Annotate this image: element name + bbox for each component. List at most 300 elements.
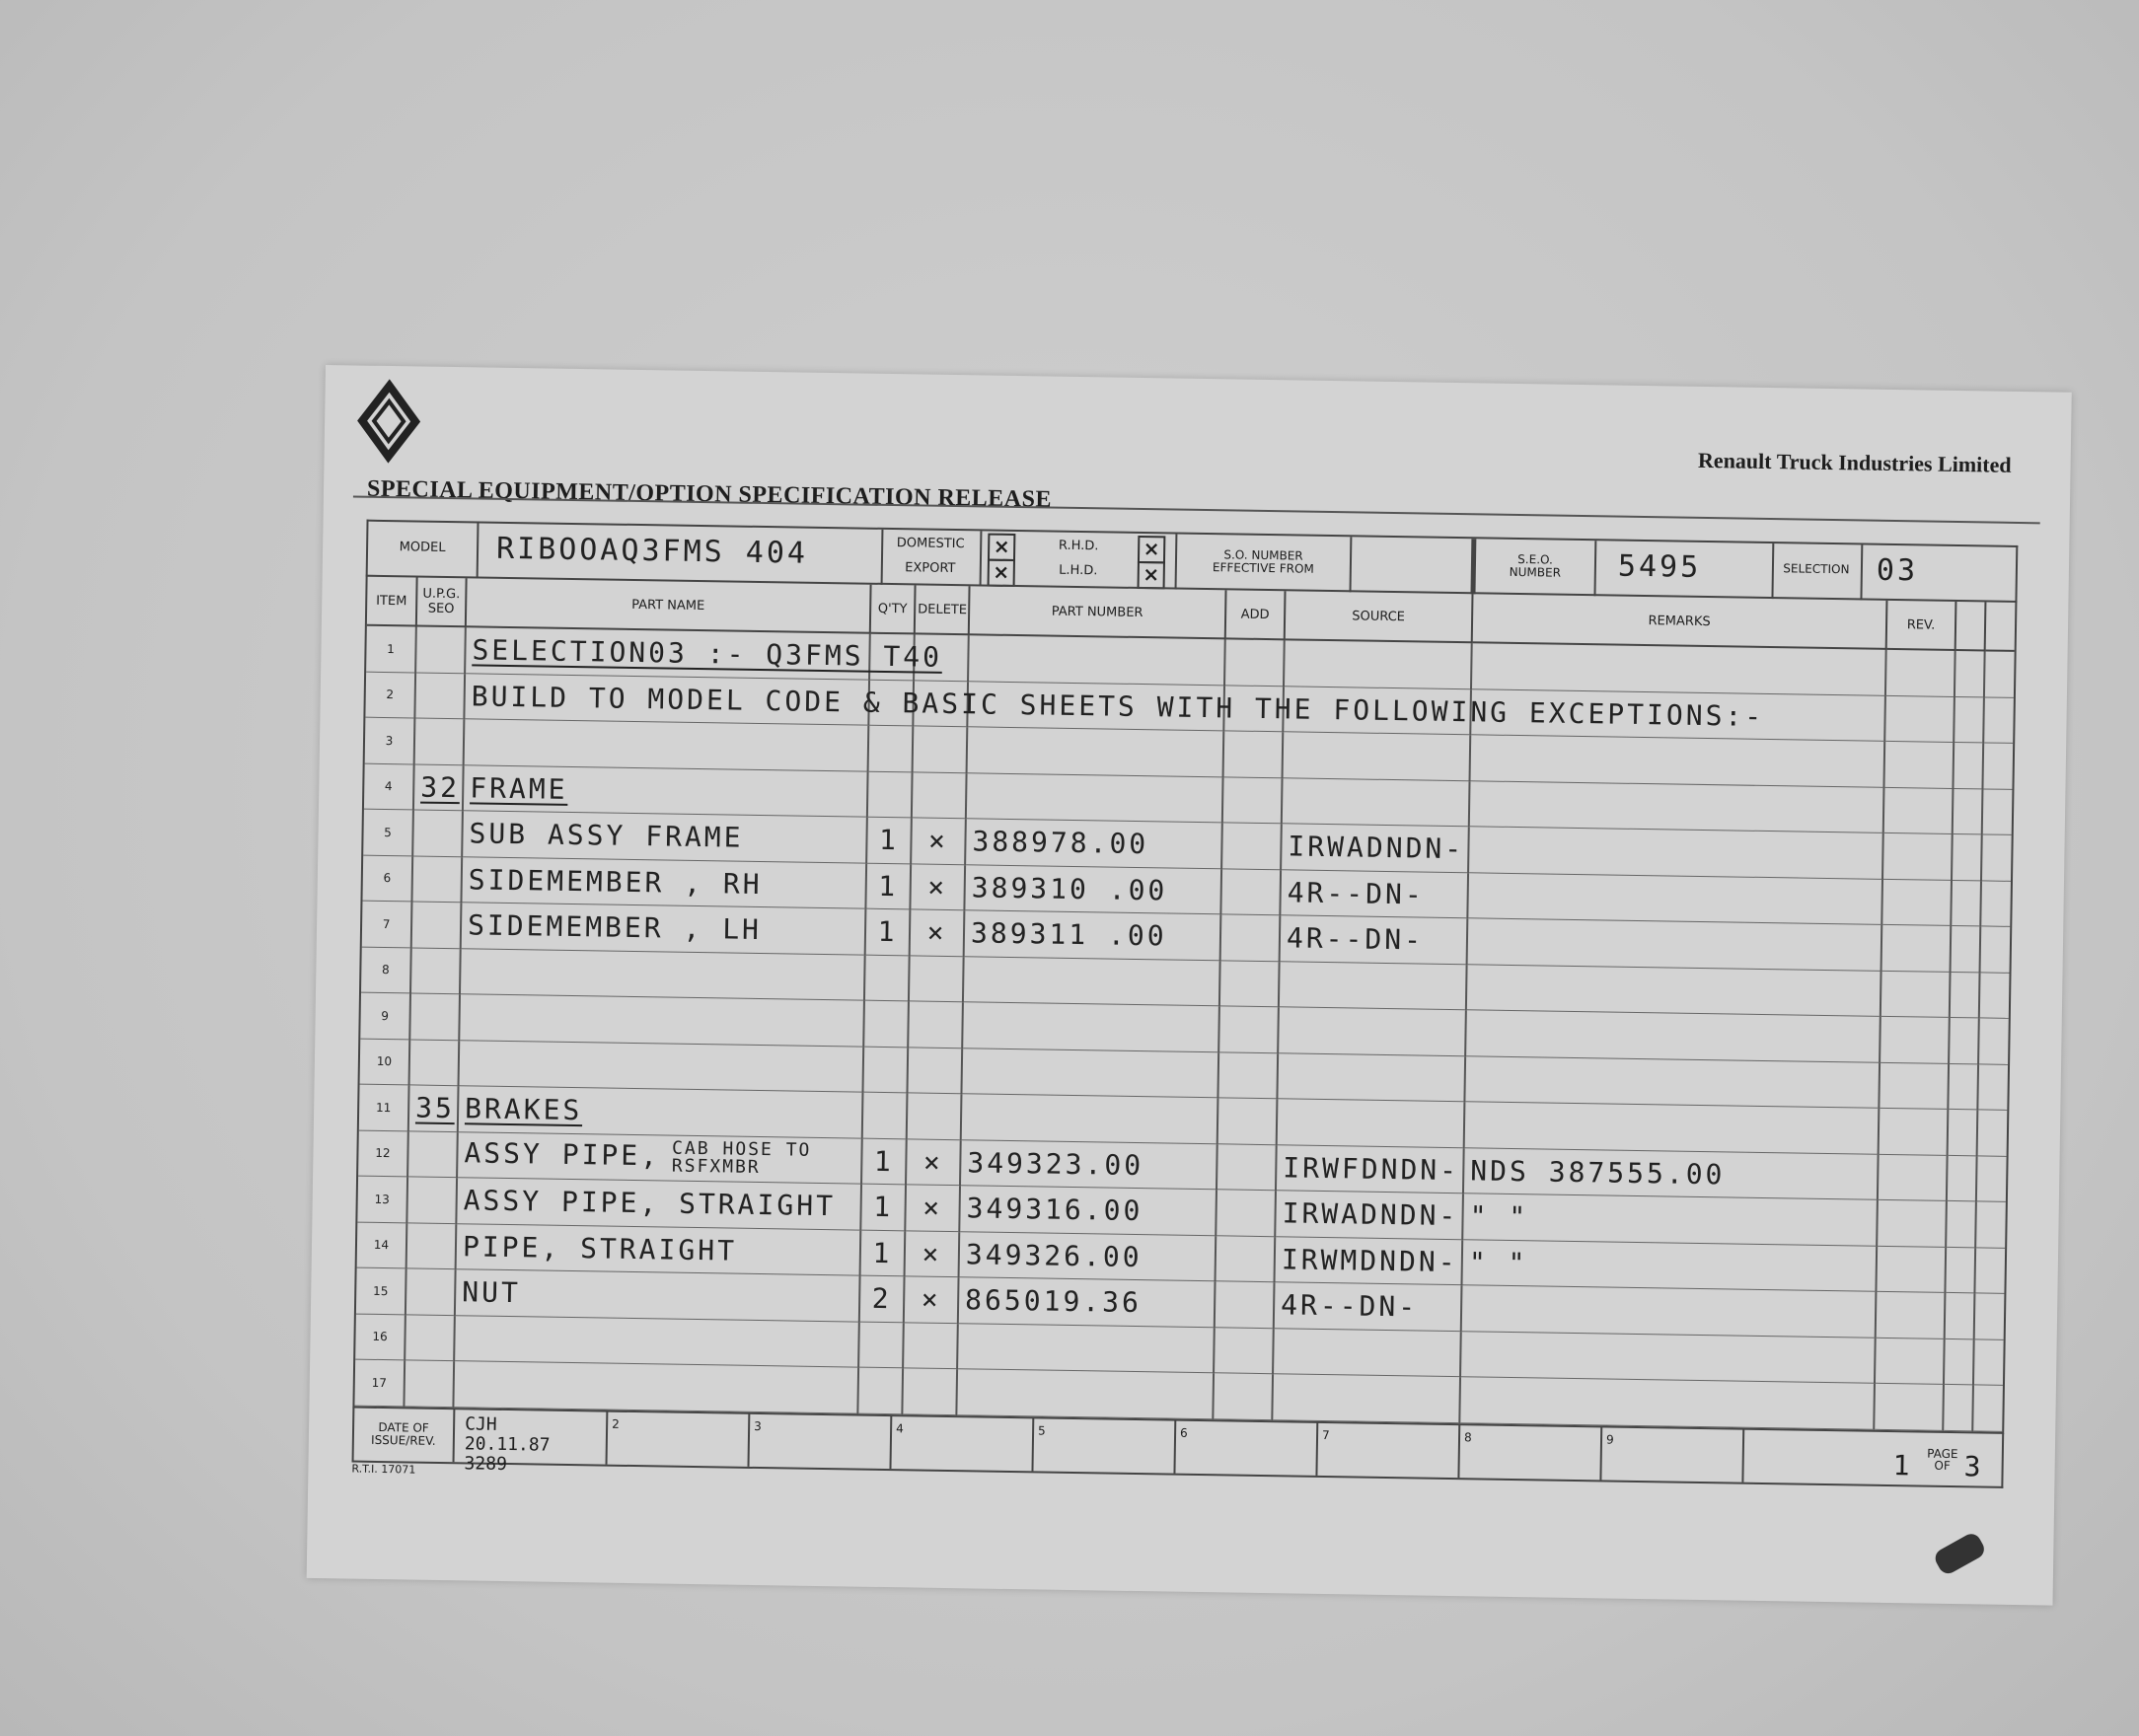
row-source xyxy=(1281,824,1469,872)
row-remarks xyxy=(1463,1147,1879,1199)
company-name: Renault Truck Industries Limited xyxy=(1697,447,2012,477)
row-extra-2 xyxy=(1980,926,2011,973)
row-delete-mark-text: × xyxy=(922,1191,943,1225)
row-remarks xyxy=(1468,827,1883,879)
col-item: ITEM xyxy=(367,577,417,626)
row-source-text: 4R--DN- xyxy=(1286,921,1425,957)
row-rev xyxy=(1884,695,1955,743)
row-upg-seo xyxy=(406,1268,456,1315)
form-title: SPECIAL EQUIPMENT/OPTION SPECIFICATION RELEASE xyxy=(366,475,1053,513)
row-delete-mark xyxy=(906,1138,961,1185)
row-remarks xyxy=(1465,1010,1881,1062)
row-qty xyxy=(863,1000,909,1047)
row-part-name xyxy=(461,856,866,908)
row-item-number xyxy=(362,855,412,902)
row-extra-2 xyxy=(1974,1247,2005,1293)
issue-slot xyxy=(1599,1426,1744,1482)
row-part-name xyxy=(464,673,1765,733)
row-part-name xyxy=(457,1131,862,1184)
row-add xyxy=(1223,731,1284,777)
row-part-name xyxy=(455,1269,860,1322)
col-delete: DELETE xyxy=(915,585,970,634)
page-current: 1 xyxy=(1892,1449,1910,1483)
row-item-number xyxy=(365,717,415,763)
so-number-label: S.O. NUMBER EFFECTIVE FROM xyxy=(1212,547,1314,576)
row-delete-mark-text: × xyxy=(927,824,949,858)
row-item-number xyxy=(355,1314,406,1360)
row-qty xyxy=(860,1230,906,1276)
row-upg-seo xyxy=(411,902,462,948)
row-part-name xyxy=(459,994,864,1047)
row-qty xyxy=(859,1275,905,1322)
export-label: EXPORT xyxy=(905,560,956,577)
row-item-number xyxy=(364,763,414,810)
row-source xyxy=(1278,1007,1466,1055)
row-delete-mark-text: × xyxy=(926,915,947,950)
row-remarks-text: " " xyxy=(1468,1246,1528,1279)
row-extra-2 xyxy=(1981,834,2012,881)
row-rev xyxy=(1876,1246,1946,1293)
row-remarks-text: " " xyxy=(1469,1199,1529,1234)
selection-label-cell xyxy=(1771,543,1863,600)
row-upg-seo xyxy=(405,1314,455,1360)
row-qty xyxy=(868,725,914,771)
row-rev xyxy=(1876,1291,1946,1338)
col-qty: Q'TY xyxy=(870,585,916,634)
drive-cell xyxy=(1024,532,1134,589)
row-part-name-text: BUILD TO MODEL CODE & BASIC SHEETS WITH THE FOLLOWING EXCEPTIONS:- xyxy=(471,680,1765,733)
row-extra-2 xyxy=(1978,1018,2009,1064)
row-extra-2 xyxy=(1977,1063,2008,1110)
row-delete-mark xyxy=(911,818,966,864)
row-extra-2 xyxy=(1977,1110,2008,1156)
model-label-cell xyxy=(368,522,479,579)
issue-slot xyxy=(1315,1422,1460,1478)
row-item-number-text: 10 xyxy=(376,1054,393,1069)
row-rev xyxy=(1879,1062,1949,1110)
row-item-number xyxy=(361,947,411,993)
row-rev xyxy=(1874,1383,1944,1430)
row-add xyxy=(1216,1190,1276,1236)
row-part-name-text: PIPE, STRAIGHT xyxy=(462,1230,738,1267)
row-source-text: IRWADNDN- xyxy=(1282,1196,1459,1233)
date-label-cell xyxy=(354,1408,456,1463)
row-extra-1 xyxy=(1948,1063,1978,1110)
row-item-number-text: 2 xyxy=(386,687,395,702)
domestic-label: DOMESTIC xyxy=(896,536,965,552)
row-source xyxy=(1274,1282,1462,1331)
row-part-number-text: 349316.00 xyxy=(966,1192,1143,1228)
row-remarks xyxy=(1464,1055,1880,1108)
row-source-text: 4R--DN- xyxy=(1280,1288,1419,1324)
row-item-number xyxy=(363,809,413,855)
row-item-number-text: 1 xyxy=(387,641,395,656)
row-qty xyxy=(866,817,912,863)
row-add xyxy=(1224,638,1285,686)
row-delete-mark-text: × xyxy=(922,1237,942,1270)
parts-table xyxy=(352,575,2017,1434)
row-add xyxy=(1220,868,1281,914)
row-item-number-text: 6 xyxy=(383,871,392,886)
renault-logo-icon xyxy=(354,383,424,459)
row-item-number-text: 9 xyxy=(381,1008,390,1023)
row-remarks xyxy=(1467,872,1882,924)
row-remarks xyxy=(1460,1331,1876,1383)
row-upg-seo xyxy=(414,672,465,718)
row-part-number xyxy=(960,1139,1217,1190)
row-delete-mark xyxy=(903,1322,958,1368)
row-item-number xyxy=(359,1084,409,1130)
row-part-name-text: SIDEMEMBER , LH xyxy=(467,908,763,947)
row-qty xyxy=(860,1184,906,1230)
row-part-number-text: 388978.00 xyxy=(972,825,1149,861)
row-part-number xyxy=(956,1369,1214,1419)
row-upg-seo xyxy=(404,1360,454,1407)
row-rev xyxy=(1878,1154,1948,1201)
row-remarks xyxy=(1469,780,1884,832)
row-extra-1 xyxy=(1946,1200,1976,1247)
row-qty xyxy=(867,771,913,818)
row-item-number xyxy=(357,1222,407,1268)
row-delete-mark xyxy=(909,955,964,1001)
row-part-number xyxy=(957,1323,1215,1373)
row-add xyxy=(1216,1235,1276,1281)
row-rev xyxy=(1883,787,1954,834)
row-rev xyxy=(1875,1338,1945,1385)
row-extra-1 xyxy=(1945,1292,1975,1338)
row-extra-1 xyxy=(1954,696,1984,743)
row-source-text: 4R--DN- xyxy=(1287,876,1425,911)
row-part-name xyxy=(463,764,868,817)
row-add xyxy=(1217,1051,1278,1098)
row-upg-seo xyxy=(409,1039,460,1085)
row-remarks xyxy=(1464,1102,1880,1154)
export-checkbox: × xyxy=(988,559,1015,587)
row-item-number xyxy=(360,992,410,1039)
row-part-number xyxy=(964,864,1221,914)
row-delete-mark xyxy=(907,1047,962,1093)
row-source xyxy=(1272,1374,1460,1422)
row-remarks xyxy=(1459,1377,1875,1429)
row-item-number-text: 15 xyxy=(373,1283,389,1298)
row-remarks-text: NDS 387555.00 xyxy=(1470,1154,1726,1192)
model-value-cell xyxy=(477,523,884,584)
row-remarks xyxy=(1466,964,1881,1016)
row-item-number-text: 4 xyxy=(384,779,393,794)
row-extra-2 xyxy=(1976,1155,2007,1201)
row-rev xyxy=(1881,971,1951,1018)
row-item-number xyxy=(358,1130,408,1177)
row-extra-2 xyxy=(1980,880,2011,926)
row-extra-2 xyxy=(1973,1338,2004,1385)
row-delete-mark xyxy=(913,726,968,772)
row-extra-1 xyxy=(1955,650,1985,696)
market-cell xyxy=(881,530,983,587)
row-delete-mark xyxy=(905,1230,960,1276)
row-part-name-text: ASSY PIPE, STRAIGHT xyxy=(463,1184,837,1223)
row-part-name-text: BRAKES xyxy=(464,1092,583,1127)
row-source xyxy=(1283,732,1471,780)
row-item-number-text: 3 xyxy=(385,733,394,748)
issue-slot xyxy=(606,1411,751,1467)
row-part-name xyxy=(458,1086,863,1138)
issue-slot-number: 9 xyxy=(1605,1432,1614,1447)
model-value: RIBOOAQ3FMS 404 xyxy=(495,531,809,571)
row-delete-mark xyxy=(904,1276,959,1323)
row-extra-2 xyxy=(1983,696,2014,743)
row-item-number-text: 8 xyxy=(381,963,390,977)
col-rev: REV. xyxy=(1886,601,1956,650)
selection-value-cell xyxy=(1860,544,2016,602)
row-part-number-text: 865019.36 xyxy=(964,1283,1143,1320)
model-label: MODEL xyxy=(399,540,446,555)
row-source-text: IRWMDNDN- xyxy=(1281,1243,1458,1278)
row-source-text: IRWADNDN- xyxy=(1288,830,1465,866)
row-item-number-text: 12 xyxy=(375,1146,391,1161)
row-source xyxy=(1284,639,1472,688)
issue-slot-number: 4 xyxy=(896,1421,904,1436)
row-part-name-text: SUB ASSY FRAME xyxy=(469,817,744,854)
row-extra-1 xyxy=(1951,880,1981,926)
row-part-number xyxy=(968,634,1225,685)
row-part-name xyxy=(462,811,867,863)
row-add xyxy=(1220,914,1281,961)
so-number-value-cell xyxy=(1348,537,1477,594)
row-item-number xyxy=(356,1267,406,1314)
row-source xyxy=(1276,1144,1464,1193)
row-part-number-text: 389310 .00 xyxy=(971,871,1168,907)
row-qty xyxy=(864,955,910,1001)
seo-number-value: 5495 xyxy=(1617,548,1702,585)
row-extra-1 xyxy=(1950,972,1980,1018)
row-part-number-text: 349323.00 xyxy=(967,1146,1144,1182)
row-part-name xyxy=(456,1223,861,1275)
row-part-name xyxy=(454,1315,859,1367)
row-qty-text: 1 xyxy=(873,1144,895,1178)
row-delete-mark xyxy=(910,909,965,956)
issue-slot xyxy=(889,1415,1034,1471)
row-add xyxy=(1214,1327,1274,1373)
row-extra-2 xyxy=(1972,1385,2003,1431)
selection-label: SELECTION xyxy=(1783,561,1850,577)
issue-slot-number: 7 xyxy=(1321,1428,1330,1443)
row-source xyxy=(1277,1099,1465,1147)
row-part-number xyxy=(966,772,1223,823)
row-qty-text: 1 xyxy=(877,915,898,949)
row-delete-mark xyxy=(908,1001,963,1048)
lhd-label: L.H.D. xyxy=(1059,562,1098,579)
row-source xyxy=(1280,869,1468,917)
row-source xyxy=(1280,915,1468,964)
row-extra-2 xyxy=(1984,650,2015,696)
row-qty xyxy=(862,1092,908,1138)
issue-slot-number: 8 xyxy=(1463,1430,1472,1445)
row-item-number-text: 5 xyxy=(384,825,392,839)
domestic-checkbox: × xyxy=(988,534,1015,561)
row-part-name xyxy=(465,626,943,679)
row-upg-seo xyxy=(412,810,463,856)
row-qty xyxy=(865,863,911,909)
row-upg-seo xyxy=(408,1085,459,1131)
row-source xyxy=(1273,1328,1461,1376)
col-extra-2 xyxy=(1985,602,2016,650)
issue-slot xyxy=(1031,1417,1176,1473)
row-rev xyxy=(1885,649,1955,696)
row-qty-text: 1 xyxy=(878,824,900,857)
row-extra-1 xyxy=(1943,1384,1973,1430)
row-part-number xyxy=(964,910,1221,961)
row-remarks xyxy=(1470,735,1885,787)
row-qty xyxy=(858,1322,904,1368)
row-rev xyxy=(1879,1108,1949,1155)
row-add xyxy=(1217,1143,1277,1190)
page-total: 3 xyxy=(1963,1450,1981,1483)
row-upg-seo xyxy=(407,1130,458,1177)
row-part-number xyxy=(962,1002,1219,1052)
row-upg-seo-text: 35 xyxy=(414,1091,456,1125)
row-part-number xyxy=(967,727,1224,777)
row-qty xyxy=(857,1367,903,1413)
date-of-issue-label: DATE OF ISSUE/REV. xyxy=(370,1419,436,1448)
row-extra-2 xyxy=(1982,743,2013,789)
row-extra-1 xyxy=(1952,833,1982,880)
row-remarks xyxy=(1471,642,1886,695)
form-number: R.T.I. 17071 xyxy=(351,1462,416,1477)
row-extra-1 xyxy=(1948,1109,1978,1155)
row-extra-1 xyxy=(1953,788,1983,834)
row-part-number-text: 389311 .00 xyxy=(970,916,1167,953)
row-item-number xyxy=(362,901,412,947)
row-item-number xyxy=(366,625,416,673)
row-source-text: IRWFDNDN- xyxy=(1283,1151,1460,1187)
row-part-number xyxy=(963,956,1220,1006)
row-item-number-text: 7 xyxy=(382,916,391,931)
issue-slot-1 xyxy=(453,1409,609,1476)
row-part-number xyxy=(959,1186,1217,1236)
row-extra-2 xyxy=(1975,1201,2006,1248)
selection-value: 03 xyxy=(1876,552,1919,589)
row-item-number-text: 14 xyxy=(373,1238,390,1253)
row-delete-mark-text: × xyxy=(922,1145,944,1179)
issue-slot-number: 6 xyxy=(1179,1425,1188,1440)
row-extra-1 xyxy=(1944,1338,1974,1385)
row-part-number xyxy=(961,1048,1218,1098)
page-of-label: PAGE OF xyxy=(1927,1446,1958,1474)
col-part-name: PART NAME xyxy=(466,578,871,632)
row-delete-mark-text: × xyxy=(927,870,948,904)
row-extra-1 xyxy=(1951,925,1981,972)
row-upg-seo-text: 32 xyxy=(420,770,461,804)
issue-slot xyxy=(748,1413,893,1469)
row-upg-seo xyxy=(414,718,465,764)
page-cell xyxy=(1744,1429,2002,1486)
row-source xyxy=(1275,1191,1463,1239)
row-add xyxy=(1222,776,1283,823)
issue-1-value: CJH 20.11.87 3289 xyxy=(464,1413,551,1476)
row-part-name xyxy=(456,1178,861,1230)
seo-number-value-cell xyxy=(1593,541,1774,599)
row-delete-mark xyxy=(905,1185,960,1231)
ink-smudge xyxy=(1932,1531,1987,1577)
row-rev xyxy=(1877,1199,1947,1247)
row-source xyxy=(1277,1052,1465,1101)
row-upg-seo xyxy=(409,993,460,1040)
row-part-name xyxy=(453,1361,858,1413)
row-qty xyxy=(861,1138,907,1185)
specification-sheet xyxy=(307,365,2072,1606)
col-source: SOURCE xyxy=(1285,591,1473,642)
row-part-number-text: 349326.00 xyxy=(965,1238,1143,1273)
row-item-number xyxy=(360,1039,410,1085)
row-part-name-text: NUT xyxy=(461,1275,522,1310)
row-extra-2 xyxy=(1979,972,2010,1018)
row-upg-seo xyxy=(410,947,461,993)
row-rev xyxy=(1880,1016,1950,1063)
seo-number-label: S.E.O. NUMBER xyxy=(1509,552,1562,580)
row-qty-text: 2 xyxy=(871,1282,892,1316)
row-delete-mark-text: × xyxy=(921,1282,941,1317)
row-part-name xyxy=(461,903,866,955)
row-source xyxy=(1282,777,1470,826)
row-part-number xyxy=(961,1094,1218,1144)
row-extra-2 xyxy=(1982,788,2013,834)
row-delete-mark xyxy=(910,863,965,909)
row-upg-seo xyxy=(413,763,464,810)
col-upg-seo: U.P.G. SEO xyxy=(416,577,467,626)
lhd-checkbox: × xyxy=(1138,561,1165,589)
row-part-name-text: SELECTION03 :- Q3FMS T40 xyxy=(472,633,943,675)
issue-slot xyxy=(1457,1424,1602,1480)
row-part-name xyxy=(464,719,869,771)
row-add xyxy=(1217,1098,1278,1144)
row-rev xyxy=(1881,924,1952,972)
row-rev xyxy=(1882,832,1953,880)
col-part-number: PART NUMBER xyxy=(969,586,1226,638)
row-qty xyxy=(865,908,911,955)
row-item-number-text: 13 xyxy=(374,1192,390,1206)
row-delete-mark xyxy=(902,1368,957,1414)
row-extra-1 xyxy=(1949,1017,1979,1063)
row-remarks xyxy=(1461,1239,1877,1291)
row-part-name-text: SIDEMEMBER , RH xyxy=(468,863,763,901)
row-part-name xyxy=(460,948,865,1000)
row-part-name xyxy=(459,1040,864,1092)
row-item-number-text: 16 xyxy=(372,1330,388,1344)
row-source xyxy=(1275,1236,1463,1284)
row-qty-text: 1 xyxy=(878,869,899,903)
issue-slot-number: 2 xyxy=(612,1416,620,1431)
row-remarks xyxy=(1461,1285,1877,1338)
title-rule xyxy=(353,495,2040,524)
row-extra-1 xyxy=(1953,742,1983,788)
row-source xyxy=(1279,961,1467,1009)
row-add xyxy=(1219,960,1280,1006)
issue-slot-number: 3 xyxy=(754,1418,762,1434)
issue-slot-number: 5 xyxy=(1038,1423,1046,1438)
row-extra-1 xyxy=(1945,1247,1975,1293)
row-part-number xyxy=(959,1231,1217,1281)
col-extra-1 xyxy=(1955,602,1986,650)
so-number-cell xyxy=(1175,535,1353,593)
row-item-number-text: 11 xyxy=(375,1100,392,1115)
row-delete-mark xyxy=(907,1093,962,1139)
row-remarks xyxy=(1462,1194,1878,1246)
row-add xyxy=(1218,1006,1279,1052)
row-delete-mark xyxy=(912,771,967,818)
col-remarks: REMARKS xyxy=(1472,594,1887,649)
row-extra-2 xyxy=(1974,1293,2005,1339)
row-upg-seo xyxy=(415,625,466,673)
